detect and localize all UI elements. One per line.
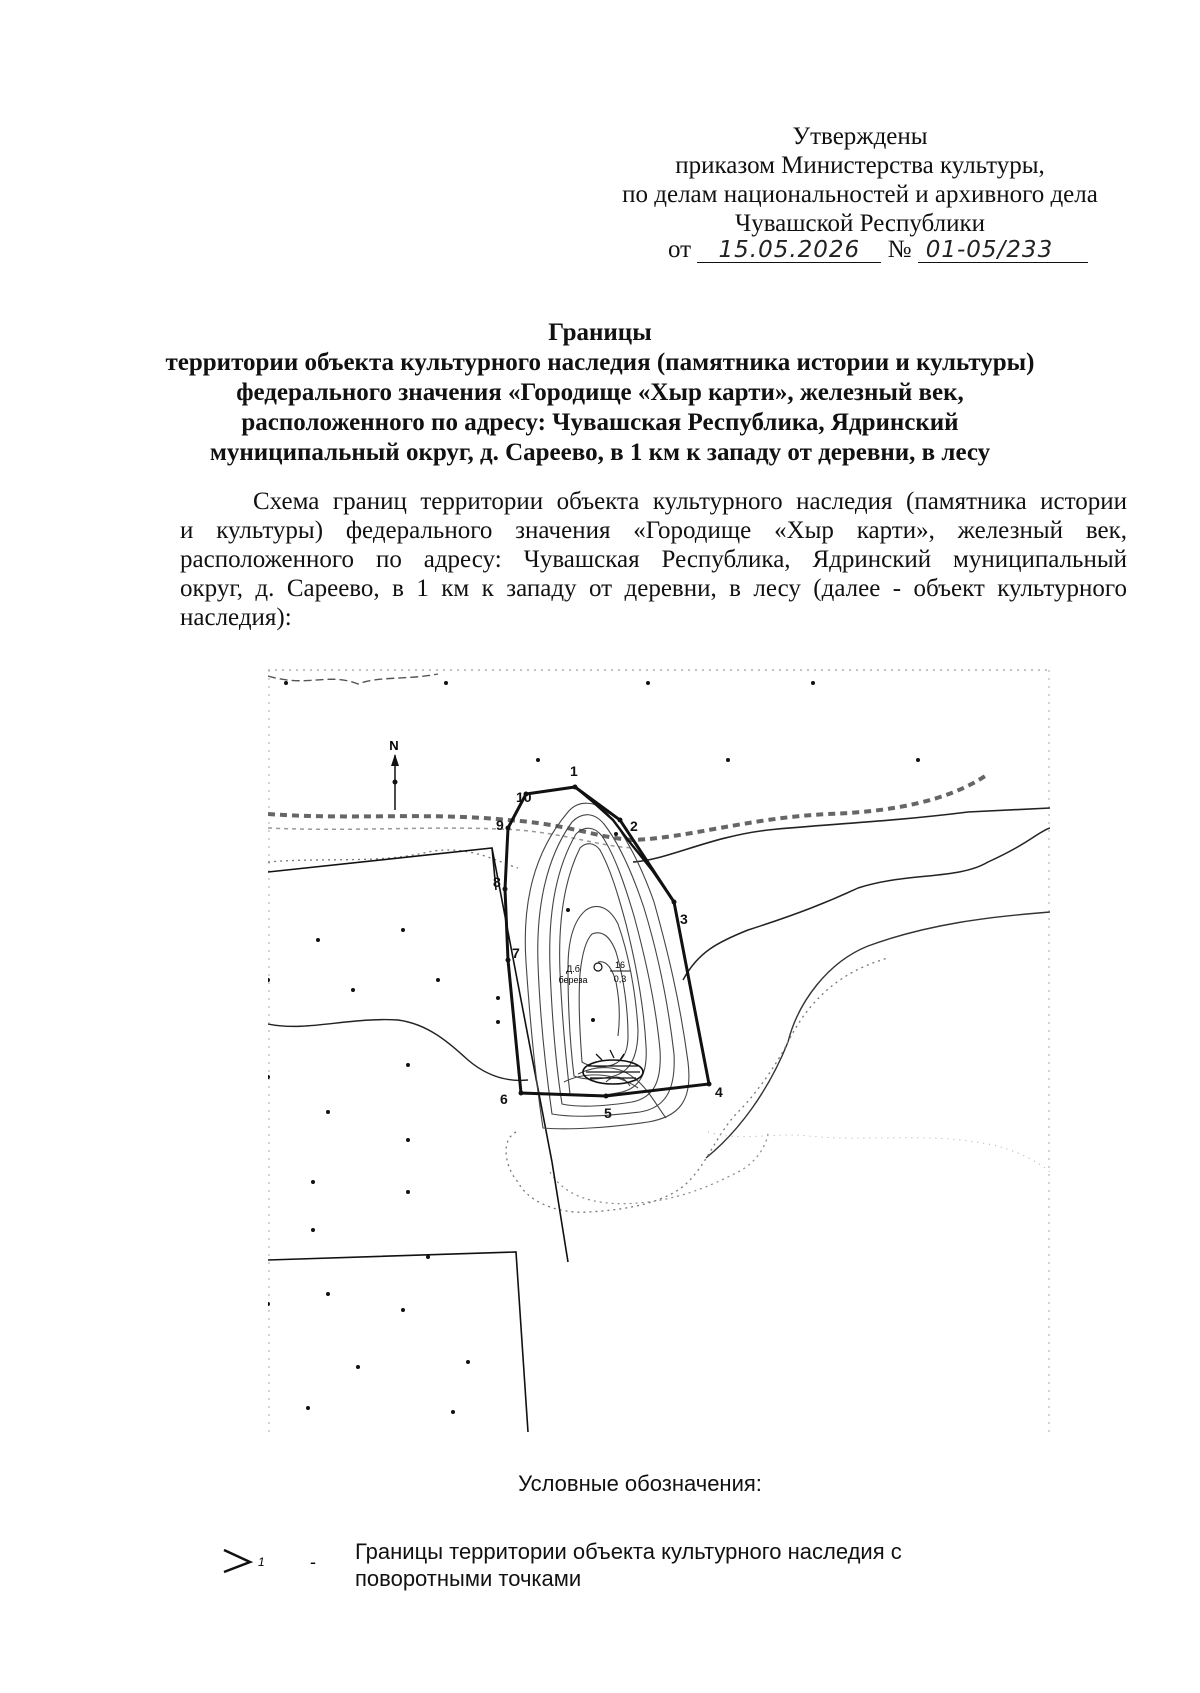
approval-line: Чувашской Республики: [734, 210, 986, 237]
vegetation-symbols: [268, 681, 920, 1414]
handwritten-date: 15.05.2026: [697, 238, 881, 263]
parcel-line: [268, 848, 496, 890]
fraction-bottom: 0,3: [613, 974, 627, 984]
legend-line: поворотными точками: [355, 1566, 582, 1591]
legend-point-number: 1: [258, 1555, 265, 1569]
boundary-map: [268, 662, 1050, 1432]
turning-point: [506, 958, 511, 963]
point-label-4: 4: [715, 1084, 723, 1100]
number-prefix: №: [887, 236, 912, 263]
paragraph-line: Схема границ территории объекта культурного наследия (памятника истории: [253, 488, 1127, 515]
approval-date-number-row: [668, 236, 1088, 264]
title-line: муниципальный округ, д. Сареево, в 1 км к западу от деревни, в лесу: [209, 439, 991, 466]
approval-heading: Утверждены: [792, 123, 928, 150]
approval-block: [580, 122, 1140, 238]
legend-description: [355, 1538, 955, 1592]
approval-line: по делам национальностей и архивного дела: [622, 181, 1098, 208]
tree-annotation: [558, 960, 630, 985]
point-label-3: 3: [680, 911, 688, 927]
legend-dash: -: [310, 1552, 316, 1572]
dashed-road-edge: [268, 828, 633, 848]
point-label-9: 9: [496, 817, 504, 833]
north-arrow: [389, 738, 399, 810]
tree-icon: [594, 963, 602, 971]
tree-label-line2: береза: [558, 975, 588, 985]
scheme-paragraph: [180, 487, 1127, 632]
turning-point: [519, 1091, 524, 1096]
contour-line-left: [268, 1020, 528, 1081]
paragraph-line: наследия):: [180, 604, 292, 631]
turning-point: [672, 900, 677, 905]
parcel-line: [492, 848, 552, 1162]
point-label-1: 1: [570, 763, 578, 779]
legend-line: Границы территории объекта культурного наследия с: [355, 1539, 902, 1564]
contour-line: [633, 808, 1050, 862]
paragraph-line: расположенного по адресу: Чувашская Республика, Ядринский муниципальный: [180, 546, 1127, 573]
parcel-line: [552, 1162, 568, 1262]
hill-contours: [525, 803, 689, 1129]
top-contour: [268, 674, 438, 684]
paragraph-line: и культуры) федерального значения «Городище «Хыр карти», железный век,: [180, 517, 1127, 544]
point-label-5: 5: [604, 1105, 612, 1121]
boundary-line-symbol: [224, 1550, 250, 1572]
north-label: N: [389, 738, 399, 753]
title-line: Границы: [548, 319, 652, 346]
valley-contour: [683, 828, 1050, 980]
point-label-2: 2: [630, 818, 638, 834]
vegetation-dots: [268, 681, 920, 1414]
point-label-10: 10: [516, 789, 532, 805]
title-line: федерального значения «Городище «Хыр карти», железный век,: [236, 379, 964, 406]
fraction-top: 16: [614, 960, 626, 970]
paragraph-line: округ, д. Сареево, в 1 км к западу от деревни, в лесу (далее - объект культурного: [180, 575, 1127, 602]
turning-point: [506, 826, 511, 831]
point-label-7: 7: [512, 945, 520, 961]
title-line: территории объекта культурного наследия (памятника истории и культуры): [165, 349, 1035, 376]
turning-point: [573, 785, 578, 790]
turning-point: [604, 1094, 609, 1099]
tree-label-line1: Д.б: [566, 964, 580, 974]
turning-point: [707, 1082, 712, 1087]
point-label-6: 6: [500, 1091, 508, 1107]
turning-point: [503, 887, 508, 892]
valley-contour-right: [706, 912, 1050, 1158]
parcel-line: [268, 1252, 528, 1432]
handwritten-number: 01-05/233: [918, 238, 1088, 263]
point-label-8: 8: [493, 874, 501, 890]
boundary-map-drawing: [268, 662, 1050, 1432]
date-prefix: от: [668, 236, 692, 263]
dotted-boundary-lower: [550, 1132, 768, 1204]
document-title: [150, 318, 1050, 468]
faint-contour: [708, 1132, 1050, 1172]
legend-title: Условные обозначения:: [518, 1471, 762, 1496]
dotted-boundary: [268, 850, 888, 1212]
approval-line: приказом Министерства культуры,: [675, 152, 1045, 179]
title-line: расположенного по адресу: Чувашская Республика, Ядринский: [241, 409, 959, 436]
turning-point: [618, 818, 623, 823]
boundary-legend-icon: [218, 1542, 328, 1582]
